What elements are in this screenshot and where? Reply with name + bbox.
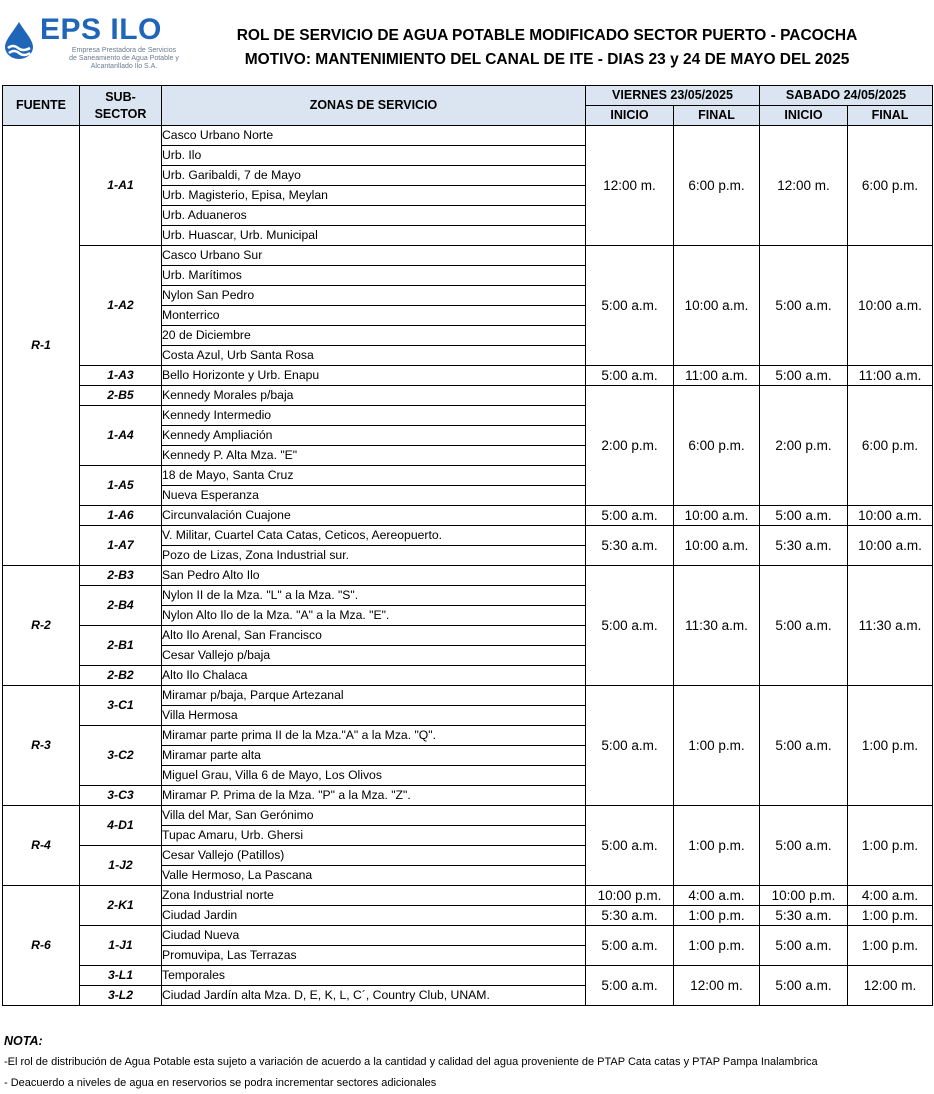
schedule-table — [2, 85, 933, 1006]
final-time-cell: 6:00 p.m. — [848, 386, 933, 506]
zona-cell: Urb. Magisterio, Episa, Meylan — [162, 186, 586, 206]
table-row — [3, 966, 933, 986]
note-item: -El rol de distribución de Agua Potable esta sujeto a variación de acuerdo a la cantidad y calidad del agua proveniente de PTAP Cata catas y PTAP Pampa Inalambrica — [4, 1056, 818, 1068]
document-title: ROL DE SERVICIO DE AGUA POTABLE MODIFICADO SECTOR PUERTO - PACOCHA — [236, 27, 858, 44]
final-time-cell: 1:00 p.m. — [848, 926, 933, 966]
fuente-cell: R-3 — [3, 686, 80, 806]
subsector-cell: 3-C1 — [80, 686, 162, 726]
final-time-cell: 10:00 a.m. — [848, 246, 933, 366]
notes-heading: NOTA: — [4, 1034, 43, 1048]
inicio-time-cell: 5:00 a.m. — [760, 506, 848, 526]
final-time-cell: 12:00 m. — [848, 966, 933, 1006]
fuente-cell: R-1 — [3, 126, 80, 566]
inicio-time-cell: 5:30 a.m. — [586, 526, 674, 566]
header-subsector: SUB-SECTOR — [80, 86, 162, 126]
subsector-cell: 1-A6 — [80, 506, 162, 526]
zona-cell: 18 de Mayo, Santa Cruz — [162, 466, 586, 486]
zona-cell: Cesar Vallejo p/baja — [162, 646, 586, 666]
subsector-cell: 2-B4 — [80, 586, 162, 626]
final-time-cell: 10:00 a.m. — [674, 246, 760, 366]
header-inicio: INICIO — [760, 106, 848, 126]
inicio-time-cell: 2:00 p.m. — [760, 386, 848, 506]
zona-cell: Pozo de Lizas, Zona Industrial sur. — [162, 546, 586, 566]
header-fuente: FUENTE — [3, 86, 80, 126]
final-time-cell: 6:00 p.m. — [848, 126, 933, 246]
inicio-time-cell: 10:00 p.m. — [760, 886, 848, 906]
table-row — [3, 526, 933, 546]
zona-cell: Ciudad Nueva — [162, 926, 586, 946]
inicio-time-cell: 5:00 a.m. — [586, 566, 674, 686]
final-time-cell: 10:00 a.m. — [848, 506, 933, 526]
zona-cell: Kennedy Morales p/baja — [162, 386, 586, 406]
inicio-time-cell: 5:00 a.m. — [586, 366, 674, 386]
zona-cell: Nylon II de la Mza. "L" a la Mza. "S". — [162, 586, 586, 606]
final-time-cell: 12:00 m. — [674, 966, 760, 1006]
note-item: - Deacuerdo a niveles de agua en reservorios se podra incrementar sectores adicionales — [4, 1077, 437, 1089]
header-final: FINAL — [674, 106, 760, 126]
inicio-time-cell: 5:00 a.m. — [760, 926, 848, 966]
zona-cell: Kennedy P. Alta Mza. "E" — [162, 446, 586, 466]
zona-cell: Bello Horizonte y Urb. Enapu — [162, 366, 586, 386]
logo-name: EPS ILO — [40, 13, 162, 46]
zona-cell: Miramar P. Prima de la Mza. "P" a la Mza. "Z". — [162, 786, 586, 806]
zona-cell: Urb. Aduaneros — [162, 206, 586, 226]
table-row — [3, 806, 933, 826]
subsector-cell: 1-A7 — [80, 526, 162, 566]
final-time-cell: 6:00 p.m. — [674, 386, 760, 506]
inicio-time-cell: 12:00 m. — [760, 126, 848, 246]
zona-cell: Miramar parte prima II de la Mza."A" a la Mza. "Q". — [162, 726, 586, 746]
table-row — [3, 506, 933, 526]
fuente-cell: R-2 — [3, 566, 80, 686]
final-time-cell: 1:00 p.m. — [674, 806, 760, 886]
header-day2: SABADO 24/05/2025 — [760, 86, 933, 106]
inicio-time-cell: 5:00 a.m. — [760, 806, 848, 886]
header-day1: VIERNES 23/05/2025 — [586, 86, 760, 106]
zona-cell: San Pedro Alto Ilo — [162, 566, 586, 586]
subsector-cell: 2-B1 — [80, 626, 162, 666]
zona-cell: Monterrico — [162, 306, 586, 326]
zona-cell: Casco Urbano Norte — [162, 126, 586, 146]
final-time-cell: 4:00 a.m. — [674, 886, 760, 906]
subsector-cell: 4-D1 — [80, 806, 162, 846]
final-time-cell: 10:00 a.m. — [674, 526, 760, 566]
table-row — [3, 886, 933, 906]
table-row — [3, 366, 933, 386]
final-time-cell: 6:00 p.m. — [674, 126, 760, 246]
subsector-cell: 3-C3 — [80, 786, 162, 806]
table-row — [3, 686, 933, 706]
final-time-cell: 1:00 p.m. — [848, 686, 933, 806]
final-time-cell: 1:00 p.m. — [674, 906, 760, 926]
zona-cell: Miramar parte alta — [162, 746, 586, 766]
zona-cell: Ciudad Jardín alta Mza. D, E, K, L, C´, Country Club, UNAM. — [162, 986, 586, 1006]
subsector-cell: 1-A2 — [80, 246, 162, 366]
subsector-cell: 2-K1 — [80, 886, 162, 926]
table-row — [3, 386, 933, 406]
subsector-cell: 1-A5 — [80, 466, 162, 506]
final-time-cell: 1:00 p.m. — [674, 926, 760, 966]
table-row — [3, 246, 933, 266]
zona-cell: Villa Hermosa — [162, 706, 586, 726]
zona-cell: Circunvalación Cuajone — [162, 506, 586, 526]
final-time-cell: 11:00 a.m. — [848, 366, 933, 386]
zona-cell: Urb. Huascar, Urb. Municipal — [162, 226, 586, 246]
inicio-time-cell: 5:30 a.m. — [586, 906, 674, 926]
header-inicio: INICIO — [586, 106, 674, 126]
zona-cell: Nylon Alto Ilo de la Mza. "A" a la Mza. "E". — [162, 606, 586, 626]
schedule-body — [3, 126, 933, 1006]
zona-cell: Valle Hermoso, La Pascana — [162, 866, 586, 886]
final-time-cell: 4:00 a.m. — [848, 886, 933, 906]
zona-cell: Costa Azul, Urb Santa Rosa — [162, 346, 586, 366]
inicio-time-cell: 5:30 a.m. — [760, 526, 848, 566]
inicio-time-cell: 12:00 m. — [586, 126, 674, 246]
header-row — [3, 86, 933, 106]
zona-cell: 20 de Diciembre — [162, 326, 586, 346]
final-time-cell: 11:00 a.m. — [674, 366, 760, 386]
zona-cell: Ciudad Jardin — [162, 906, 586, 926]
fuente-cell: R-4 — [3, 806, 80, 886]
inicio-time-cell: 5:00 a.m. — [586, 966, 674, 1006]
zona-cell: Temporales — [162, 966, 586, 986]
zona-cell: Kennedy Ampliación — [162, 426, 586, 446]
table-row — [3, 126, 933, 146]
zona-cell: Nylon San Pedro — [162, 286, 586, 306]
subsector-cell: 1-J1 — [80, 926, 162, 966]
zona-cell: Cesar Vallejo (Patillos) — [162, 846, 586, 866]
zona-cell: Casco Urbano Sur — [162, 246, 586, 266]
subsector-cell: 1-A1 — [80, 126, 162, 246]
inicio-time-cell: 5:00 a.m. — [586, 806, 674, 886]
final-time-cell: 10:00 a.m. — [848, 526, 933, 566]
subsector-cell: 3-C2 — [80, 726, 162, 786]
inicio-time-cell: 5:00 a.m. — [760, 366, 848, 386]
inicio-time-cell: 5:00 a.m. — [760, 966, 848, 1006]
subsector-cell: 3-L2 — [80, 986, 162, 1006]
header-final: FINAL — [848, 106, 933, 126]
subsector-cell: 1-A3 — [80, 366, 162, 386]
zona-cell: Promuvipa, Las Terrazas — [162, 946, 586, 966]
final-time-cell: 11:30 a.m. — [848, 566, 933, 686]
page-header — [0, 0, 934, 82]
final-time-cell: 1:00 p.m. — [848, 806, 933, 886]
inicio-time-cell: 5:00 a.m. — [760, 246, 848, 366]
zona-cell: Alto Ilo Arenal, San Francisco — [162, 626, 586, 646]
zona-cell: Tupac Amaru, Urb. Ghersi — [162, 826, 586, 846]
inicio-time-cell: 5:00 a.m. — [586, 246, 674, 366]
zona-cell: Urb. Marítimos — [162, 266, 586, 286]
inicio-time-cell: 5:00 a.m. — [586, 926, 674, 966]
inicio-time-cell: 10:00 p.m. — [586, 886, 674, 906]
inicio-time-cell: 5:00 a.m. — [586, 686, 674, 806]
table-row — [3, 566, 933, 586]
zona-cell: Zona Industrial norte — [162, 886, 586, 906]
inicio-time-cell: 2:00 p.m. — [586, 386, 674, 506]
inicio-time-cell: 5:00 a.m. — [760, 566, 848, 686]
notes-section — [4, 1031, 932, 1094]
inicio-time-cell: 5:00 a.m. — [586, 506, 674, 526]
final-time-cell: 1:00 p.m. — [848, 906, 933, 926]
document-subtitle: MOTIVO: MANTENIMIENTO DEL CANAL DE ITE - DIAS 23 y 24 DE MAYO DEL 2025 — [244, 51, 850, 68]
zona-cell: Kennedy Intermedio — [162, 406, 586, 426]
inicio-time-cell: 5:00 a.m. — [760, 686, 848, 806]
subsector-cell: 2-B5 — [80, 386, 162, 406]
zona-cell: Alto Ilo Chalaca — [162, 666, 586, 686]
zona-cell: Urb. Garibaldi, 7 de Mayo — [162, 166, 586, 186]
subsector-cell: 1-A4 — [80, 406, 162, 466]
subsector-cell: 1-J2 — [80, 846, 162, 886]
logo-subtitle: Empresa Prestadora de Servicios de Saneamiento de Agua Potable y Alcantarillado Ilo S.A. — [69, 47, 179, 70]
zona-cell: Nueva Esperanza — [162, 486, 586, 506]
inicio-time-cell: 5:30 a.m. — [760, 906, 848, 926]
subsector-cell: 2-B3 — [80, 566, 162, 586]
table-row — [3, 926, 933, 946]
final-time-cell: 1:00 p.m. — [674, 686, 760, 806]
zona-cell: Miramar p/baja, Parque Artezanal — [162, 686, 586, 706]
company-logo — [2, 12, 182, 78]
zona-cell: V. Militar, Cuartel Cata Catas, Ceticos, Aereopuerto. — [162, 526, 586, 546]
water-drop-icon — [2, 20, 36, 60]
final-time-cell: 11:30 a.m. — [674, 566, 760, 686]
zona-cell: Urb. Ilo — [162, 146, 586, 166]
zona-cell: Miguel Grau, Villa 6 de Mayo, Los Olivos — [162, 766, 586, 786]
header-zonas: ZONAS DE SERVICIO — [162, 86, 586, 126]
fuente-cell: R-6 — [3, 886, 80, 1006]
final-time-cell: 10:00 a.m. — [674, 506, 760, 526]
subsector-cell: 3-L1 — [80, 966, 162, 986]
zona-cell: Villa del Mar, San Gerónimo — [162, 806, 586, 826]
subsector-cell: 2-B2 — [80, 666, 162, 686]
